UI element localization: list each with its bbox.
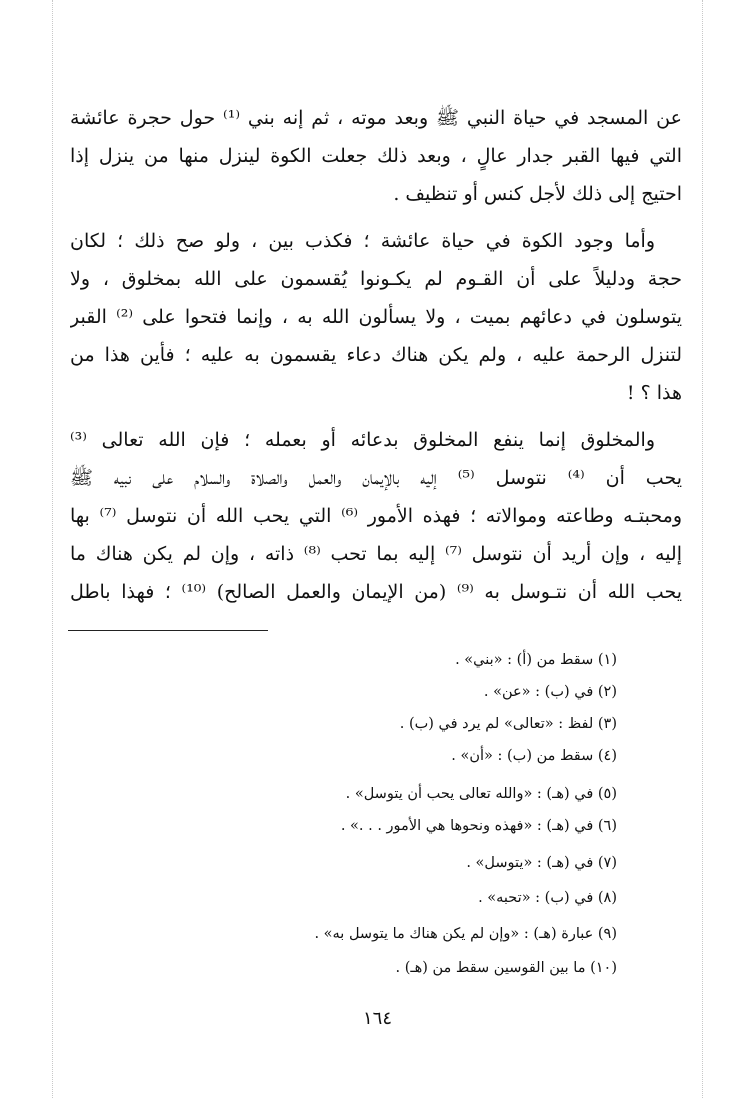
body-line: يحب أن ⁽⁴⁾ نتوسل ⁽⁵⁾ إليه بالإيمان والعمل والصلاة والسلام على نبيه ﷺ: [70, 467, 682, 489]
body-line: عن المسجد في حياة النبي ﷺ وبعد موته ، ثم إنه بني ⁽¹⁾ حول حجرة عائشة: [70, 107, 682, 129]
footnote: (٨) في (ب) : «تحبه» .: [478, 890, 617, 906]
body-line: احتيج إلى ذلك لأجل كنس أو تنظيف .: [393, 183, 682, 205]
body-line: وأما وجود الكوة في حياة عائشة ؛ فكذب بين ، ولو صح ذلك ؛ لكان: [70, 230, 655, 252]
body-line: إليه ، وإن أريد أن نتوسل ⁽⁷⁾ إليه بما تحب ⁽⁸⁾ ذاته ، وإن لم يكن هناك ما: [70, 543, 682, 565]
footnote: (٩) عبارة (هـ) : «وإن لم يكن هناك ما يتوسل به» .: [314, 926, 617, 942]
page-number: ١٦٤: [362, 1008, 392, 1029]
margin-guide-right: [702, 0, 703, 1098]
margin-guide-left: [52, 0, 53, 1098]
footnote-separator: [68, 630, 268, 631]
body-line: ومحبتـه وطاعته وموالاته ؛ فهذه الأمور ⁽⁶⁾ التي يحب الله أن نتوسل ⁽⁷⁾ بها: [70, 505, 682, 527]
footnote: (٦) في (هـ) : «فهذه ونحوها هي الأمور . . .» .: [340, 818, 617, 834]
body-line: يتوسلون في دعائهم بميت ، ولا يسألون الله به ، وإنما فتحوا على ⁽²⁾ القبر: [70, 306, 682, 328]
body-line: لتنزل الرحمة عليه ، ولم يكن هناك دعاء يقسمون به عليه ؛ فأين هذا من: [70, 344, 682, 366]
body-line: حجة ودليلاً على أن القـوم لم يكـونوا يُقسمون على الله بمخلوق ، ولا: [70, 268, 682, 290]
footnote: (٣) لفظ : «تعالى» لم يرد في (ب) .: [399, 716, 617, 732]
body-line: هذا ؟ !: [626, 382, 682, 404]
body-line: والمخلوق إنما ينفع المخلوق بدعائه أو بعمله ؛ فإن الله تعالى ⁽³⁾: [70, 429, 655, 451]
body-line: التي فيها القبر جدار عالٍ ، وبعد ذلك جعلت الكوة لينزل منها من ينزل إذا: [70, 145, 682, 167]
footnote: (٥) في (هـ) : «والله تعالى يحب أن يتوسل» .: [345, 786, 617, 802]
body-line: يحب الله أن نتـوسل به ⁽⁹⁾ (من الإيمان والعمل الصالح) ⁽¹⁰⁾ ؛ فهذا باطل: [70, 581, 682, 603]
footnote: (١) سقط من (أ) : «بني» .: [455, 652, 617, 668]
footnote: (١٠) ما بين القوسين سقط من (هـ) .: [395, 960, 617, 976]
footnote: (٢) في (ب) : «عن» .: [483, 684, 617, 700]
footnote: (٧) في (هـ) : «يتوسل» .: [466, 855, 617, 871]
footnote: (٤) سقط من (ب) : «أن» .: [451, 748, 617, 764]
